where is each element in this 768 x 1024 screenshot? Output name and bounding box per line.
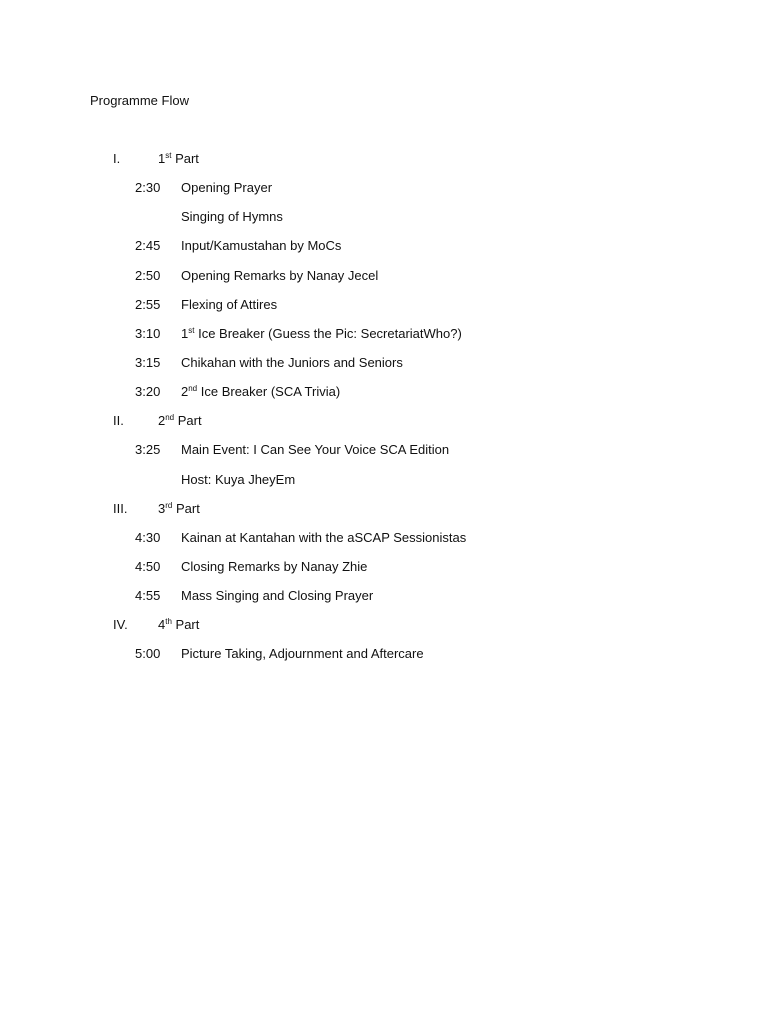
part-heading-3	[0, 501, 768, 519]
schedule-item	[0, 297, 768, 315]
part-numeral: II.	[113, 413, 124, 428]
part-numeral: I.	[113, 151, 121, 166]
item-description: Input/Kamustahan by MoCs	[181, 238, 342, 253]
part-heading-4	[0, 617, 768, 635]
item-description: Chikahan with the Juniors and Seniors	[181, 355, 403, 370]
part-heading-1	[0, 151, 768, 169]
part-numeral: III.	[113, 501, 128, 516]
schedule-item	[0, 355, 768, 373]
item-time: 3:10	[135, 326, 161, 341]
part-label: 4th Part	[158, 617, 200, 632]
schedule-item	[0, 209, 768, 227]
item-time: 5:00	[135, 646, 161, 661]
part-label: 2nd Part	[158, 413, 202, 428]
schedule-item	[0, 588, 768, 606]
schedule-item	[0, 646, 768, 664]
item-description: Closing Remarks by Nanay Zhie	[181, 559, 368, 574]
item-description: Opening Prayer	[181, 180, 273, 195]
part-label: 3rd Part	[158, 501, 200, 516]
item-time: 4:50	[135, 559, 161, 574]
schedule-item	[0, 559, 768, 577]
part-numeral: IV.	[113, 617, 128, 632]
item-time: 3:25	[135, 442, 161, 457]
item-time: 3:20	[135, 384, 161, 399]
item-time: 2:45	[135, 238, 161, 253]
page-title: Programme Flow	[90, 93, 189, 108]
schedule-item	[0, 442, 768, 460]
item-description: Main Event: I Can See Your Voice SCA Edition	[181, 442, 450, 457]
item-description: Flexing of Attires	[181, 297, 278, 312]
schedule-item	[0, 530, 768, 548]
item-time: 2:55	[135, 297, 161, 312]
item-description: Kainan at Kantahan with the aSCAP Sessionistas	[181, 530, 467, 545]
item-description: Host: Kuya JheyEm	[181, 472, 296, 487]
part-heading-2	[0, 413, 768, 431]
item-time: 2:50	[135, 268, 161, 283]
schedule-item	[0, 326, 768, 344]
item-description: Singing of Hymns	[181, 209, 283, 224]
item-time: 2:30	[135, 180, 161, 195]
item-time: 4:55	[135, 588, 161, 603]
schedule-item	[0, 180, 768, 198]
item-description: 2nd Ice Breaker (SCA Trivia)	[181, 384, 341, 399]
schedule-item	[0, 268, 768, 286]
part-label: 1st Part	[158, 151, 199, 166]
item-description: Mass Singing and Closing Prayer	[181, 588, 374, 603]
item-time: 4:30	[135, 530, 161, 545]
schedule-item	[0, 238, 768, 256]
schedule-item	[0, 472, 768, 490]
item-description: Opening Remarks by Nanay Jecel	[181, 268, 379, 283]
item-description: Picture Taking, Adjournment and Aftercare	[181, 646, 424, 661]
item-description: 1st Ice Breaker (Guess the Pic: SecretariatWho?)	[181, 326, 462, 341]
item-time: 3:15	[135, 355, 161, 370]
schedule-item	[0, 384, 768, 402]
